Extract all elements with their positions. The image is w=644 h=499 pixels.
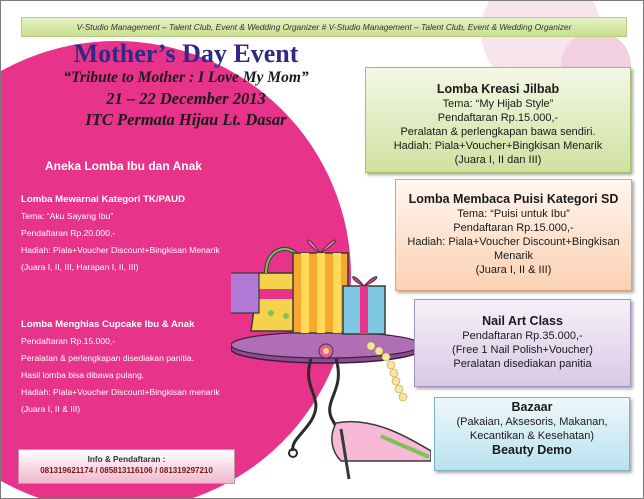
hijab-contest-line: Pendaftaran Rp.15.000,- bbox=[437, 112, 559, 124]
top-banner: V-Studio Management – Talent Club, Event & Wedding Organizer # V-Studio Management – Talent Club, Event & Wedding Organizer bbox=[21, 17, 627, 37]
coloring-contest-line: Pendaftaran Rp.20.000,- bbox=[21, 228, 116, 238]
coloring-contest-line: (Juara I, II, III, Harapan I, II, III) bbox=[21, 262, 139, 272]
hijab-contest-line: Hadiah: Piala+Voucher+Bingkisan Menarik bbox=[393, 140, 603, 152]
cupcake-contest-line: Hasil lomba bisa dibawa pulang. bbox=[21, 370, 145, 380]
hijab-contest-line: Tema: “My Hijab Style” bbox=[442, 98, 554, 110]
poetry-contest-line: Pendaftaran Rp.15.000,- bbox=[453, 222, 574, 234]
cupcake-contest-line: Pendaftaran Rp.15.000,- bbox=[21, 336, 116, 346]
beauty-demo-label: Beauty Demo bbox=[492, 443, 572, 457]
poetry-contest-line: (Juara I, II & III) bbox=[475, 264, 552, 276]
hijab-contest-line: Peralatan & perlengkapan bawa sendiri. bbox=[400, 126, 596, 138]
bazaar-card bbox=[434, 397, 630, 471]
bazaar-line: Kecantikan & Kesehatan) bbox=[469, 430, 595, 442]
cupcake-contest-block bbox=[21, 316, 236, 418]
coloring-contest-line: Tema: “Aku Sayang Ibu” bbox=[21, 211, 114, 221]
info-phones: 081319621174 / 085813116106 / 081319297210 bbox=[40, 466, 213, 475]
poetry-contest-title: Lomba Membaca Puisi Kategori SD bbox=[408, 192, 619, 206]
nail-art-title: Nail Art Class bbox=[482, 314, 563, 328]
nail-art-line: (Free 1 Nail Polish+Voucher) bbox=[452, 344, 593, 356]
cupcake-contest-line: Peralatan & perlengkapan disediakan panitia. bbox=[21, 353, 194, 363]
event-tagline: “Tribute to Mother : I Love My Mom” bbox=[63, 69, 309, 86]
cupcake-contest-title: Lomba Menghias Cupcake Ibu & Anak bbox=[21, 319, 195, 330]
hijab-contest-card bbox=[365, 67, 631, 173]
event-date: 21 – 22 December 2013 bbox=[106, 89, 266, 108]
bazaar-title: Bazaar bbox=[511, 400, 553, 414]
nail-art-card bbox=[414, 299, 631, 387]
event-title: Mother’s Day Event bbox=[73, 39, 299, 68]
poetry-contest-line: Tema: “Puisi untuk Ibu” bbox=[457, 208, 570, 220]
event-venue: ITC Permata Hijau Lt. Dasar bbox=[85, 110, 287, 129]
cupcake-contest-line: Hadiah: Piala+Voucher Discount+Bingkisan menarik (Juara I, II & III) bbox=[21, 387, 220, 414]
coloring-contest-title: Lomba Mewarnai Kategori TK/PAUD bbox=[21, 194, 186, 205]
coloring-contest-line: Hadiah: Piala+Voucher Discount+Bingkisan Menarik bbox=[21, 245, 220, 255]
poetry-contest-line: Hadiah: Piala+Voucher Discount+Bingkisan Menarik bbox=[407, 236, 620, 262]
hijab-contest-title: Lomba Kreasi Jilbab bbox=[436, 82, 560, 96]
bazaar-line: (Pakaian, Aksesoris, Makanan, bbox=[456, 416, 608, 428]
nail-art-line: Pendaftaran Rp.35.000,- bbox=[462, 330, 583, 342]
info-title: Info & Pendaftaran : bbox=[87, 455, 166, 464]
competitions-heading: Aneka Lomba Ibu dan Anak bbox=[45, 159, 202, 173]
hijab-contest-line: (Juara I, II dan III) bbox=[454, 154, 542, 166]
poetry-contest-card bbox=[395, 179, 632, 291]
nail-art-line: Peralatan disediakan panitia bbox=[453, 358, 592, 370]
info-registration-box bbox=[18, 449, 235, 484]
coloring-contest-block bbox=[21, 191, 256, 276]
